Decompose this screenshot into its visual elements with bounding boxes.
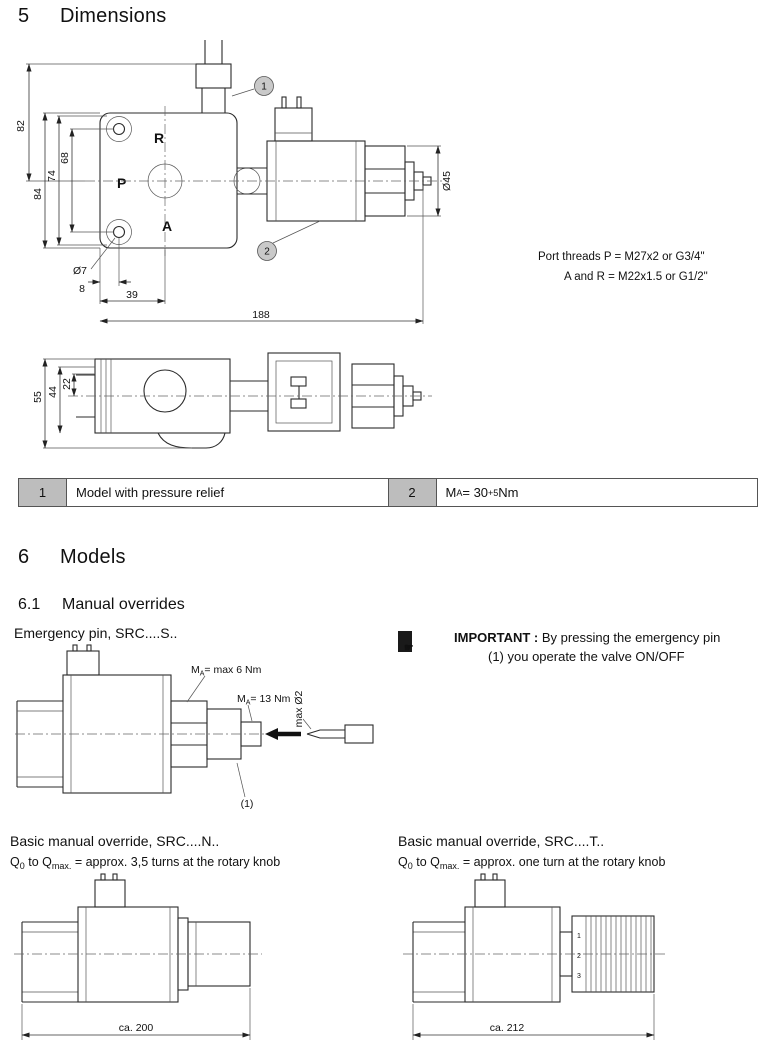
- knob-scale-3: 3: [577, 973, 581, 980]
- pointing-hand-icon: [398, 628, 442, 656]
- important-line2: (1) you operate the valve ON/OFF: [488, 649, 685, 664]
- q0-subscript: 0: [19, 861, 25, 871]
- important-label: IMPORTANT :: [454, 630, 539, 645]
- emergency-labels: [187, 664, 311, 810]
- side-nut: [68, 364, 432, 428]
- dim-74-label: 74: [46, 170, 58, 182]
- knob-scale-1: 1: [577, 933, 581, 940]
- port-label-p: P: [117, 175, 127, 191]
- legend-item2-text: [437, 479, 758, 506]
- legend-table: [18, 478, 758, 507]
- override-t-dimension: [413, 994, 654, 1040]
- q-symbol: Q: [10, 855, 20, 869]
- qmax-subscript: max.: [439, 861, 460, 871]
- port-thread-line1: Port threads P = M27x2 or G3/4": [538, 251, 705, 263]
- dim-22-label: 22: [61, 378, 73, 390]
- important-note: [398, 628, 766, 666]
- torque-tolerance: +5: [488, 487, 499, 498]
- override-n-valve: [14, 874, 262, 1002]
- subsection-number: 6.1: [18, 596, 41, 613]
- svg-text:☛: ☛: [404, 642, 414, 654]
- emergency-pin-title: Emergency pin, SRC....S..: [14, 625, 178, 641]
- knob-scale-2: 2: [577, 953, 581, 960]
- section-5-heading: [18, 5, 166, 28]
- port-label-r: R: [154, 130, 165, 146]
- press-arrow-icon: [265, 728, 301, 740]
- legend-item2-number: 2: [389, 479, 437, 506]
- side-body: [76, 359, 268, 448]
- dimension-lines: [15, 64, 453, 324]
- section-6-1-heading: [18, 596, 185, 614]
- pin-diameter-label: max Ø2: [293, 690, 305, 728]
- dim-ca212-label: ca. 212: [489, 1022, 525, 1034]
- dim-44-label: 44: [47, 386, 59, 398]
- callout-2-number: 2: [264, 246, 270, 258]
- relief-stem: [196, 40, 231, 113]
- pin-callout-label: (1): [240, 798, 254, 810]
- legend-item1-text: Model with pressure relief: [67, 479, 389, 506]
- section-number: 5: [18, 5, 30, 27]
- section-number: 6: [18, 546, 30, 568]
- dim-188-label: 188: [252, 309, 270, 321]
- section-title: Dimensions: [60, 5, 167, 27]
- override-n-drawing: [10, 874, 350, 1059]
- dim-8-label: 8: [79, 283, 85, 295]
- torque-unit: Nm: [498, 485, 519, 500]
- dim-82-label: 82: [15, 120, 27, 132]
- torque-symbol: M: [445, 485, 457, 500]
- callout-1-number: 1: [261, 81, 267, 93]
- override-t-title: Basic manual override, SRC....T..: [398, 833, 605, 849]
- subsection-title: Manual overrides: [62, 596, 185, 613]
- dim-68-label: 68: [59, 152, 71, 164]
- important-text: [454, 628, 720, 666]
- dim-55-label: 55: [32, 391, 44, 403]
- emergency-pin-drawing: [15, 645, 375, 815]
- solenoid-assembly: [85, 97, 447, 221]
- port-label-a: A: [162, 218, 173, 234]
- section-title: Models: [60, 546, 126, 568]
- legend-item1-number: 1: [19, 479, 67, 506]
- dim-dia45-label: Ø45: [441, 171, 453, 191]
- q0-subscript: 0: [407, 861, 413, 871]
- dimension-drawing-front: [15, 36, 475, 341]
- side-connector: [268, 353, 340, 431]
- pin-tool: [307, 725, 373, 743]
- qmax-subscript: max.: [51, 861, 72, 871]
- override-n-dimension: [22, 988, 250, 1040]
- torque-value: = 30: [462, 485, 489, 500]
- torque-subscript: A: [456, 487, 463, 498]
- q-rest: = approx. one turn at the rotary knob: [459, 855, 666, 869]
- override-n-subtitle: [10, 855, 280, 871]
- override-t-drawing: [395, 874, 755, 1059]
- torque-13nm-label: $M_A= 13$ Nm: [237, 693, 291, 707]
- q-mid: to Q: [24, 855, 52, 869]
- section-6-heading: [18, 546, 126, 569]
- dim-84-label: 84: [32, 188, 44, 200]
- q-rest: = approx. 3,5 turns at the rotary knob: [71, 855, 281, 869]
- important-line1-text: By pressing the emergency pin: [541, 630, 721, 645]
- side-dimensions: [32, 359, 192, 448]
- dim-39-label: 39: [126, 289, 138, 301]
- important-line1: [454, 628, 720, 647]
- override-t-valve: [403, 874, 665, 1002]
- torque-6nm-label: $M_A= \max 6$ Nm: [191, 664, 262, 678]
- override-n-title: Basic manual override, SRC....N..: [10, 833, 220, 849]
- q-mid: to Q: [412, 855, 440, 869]
- callout-2: [258, 221, 321, 261]
- port-thread-note: [538, 247, 766, 287]
- dim-ca200-label: ca. 200: [118, 1022, 154, 1034]
- q-symbol: Q: [398, 855, 408, 869]
- dimension-drawing-side: [20, 347, 450, 472]
- dim-dia7-label: Ø7: [73, 265, 88, 277]
- callout-1: [232, 77, 274, 97]
- override-t-subtitle: [398, 855, 665, 871]
- port-thread-line2: A and R = M22x1.5 or G1/2": [564, 271, 708, 283]
